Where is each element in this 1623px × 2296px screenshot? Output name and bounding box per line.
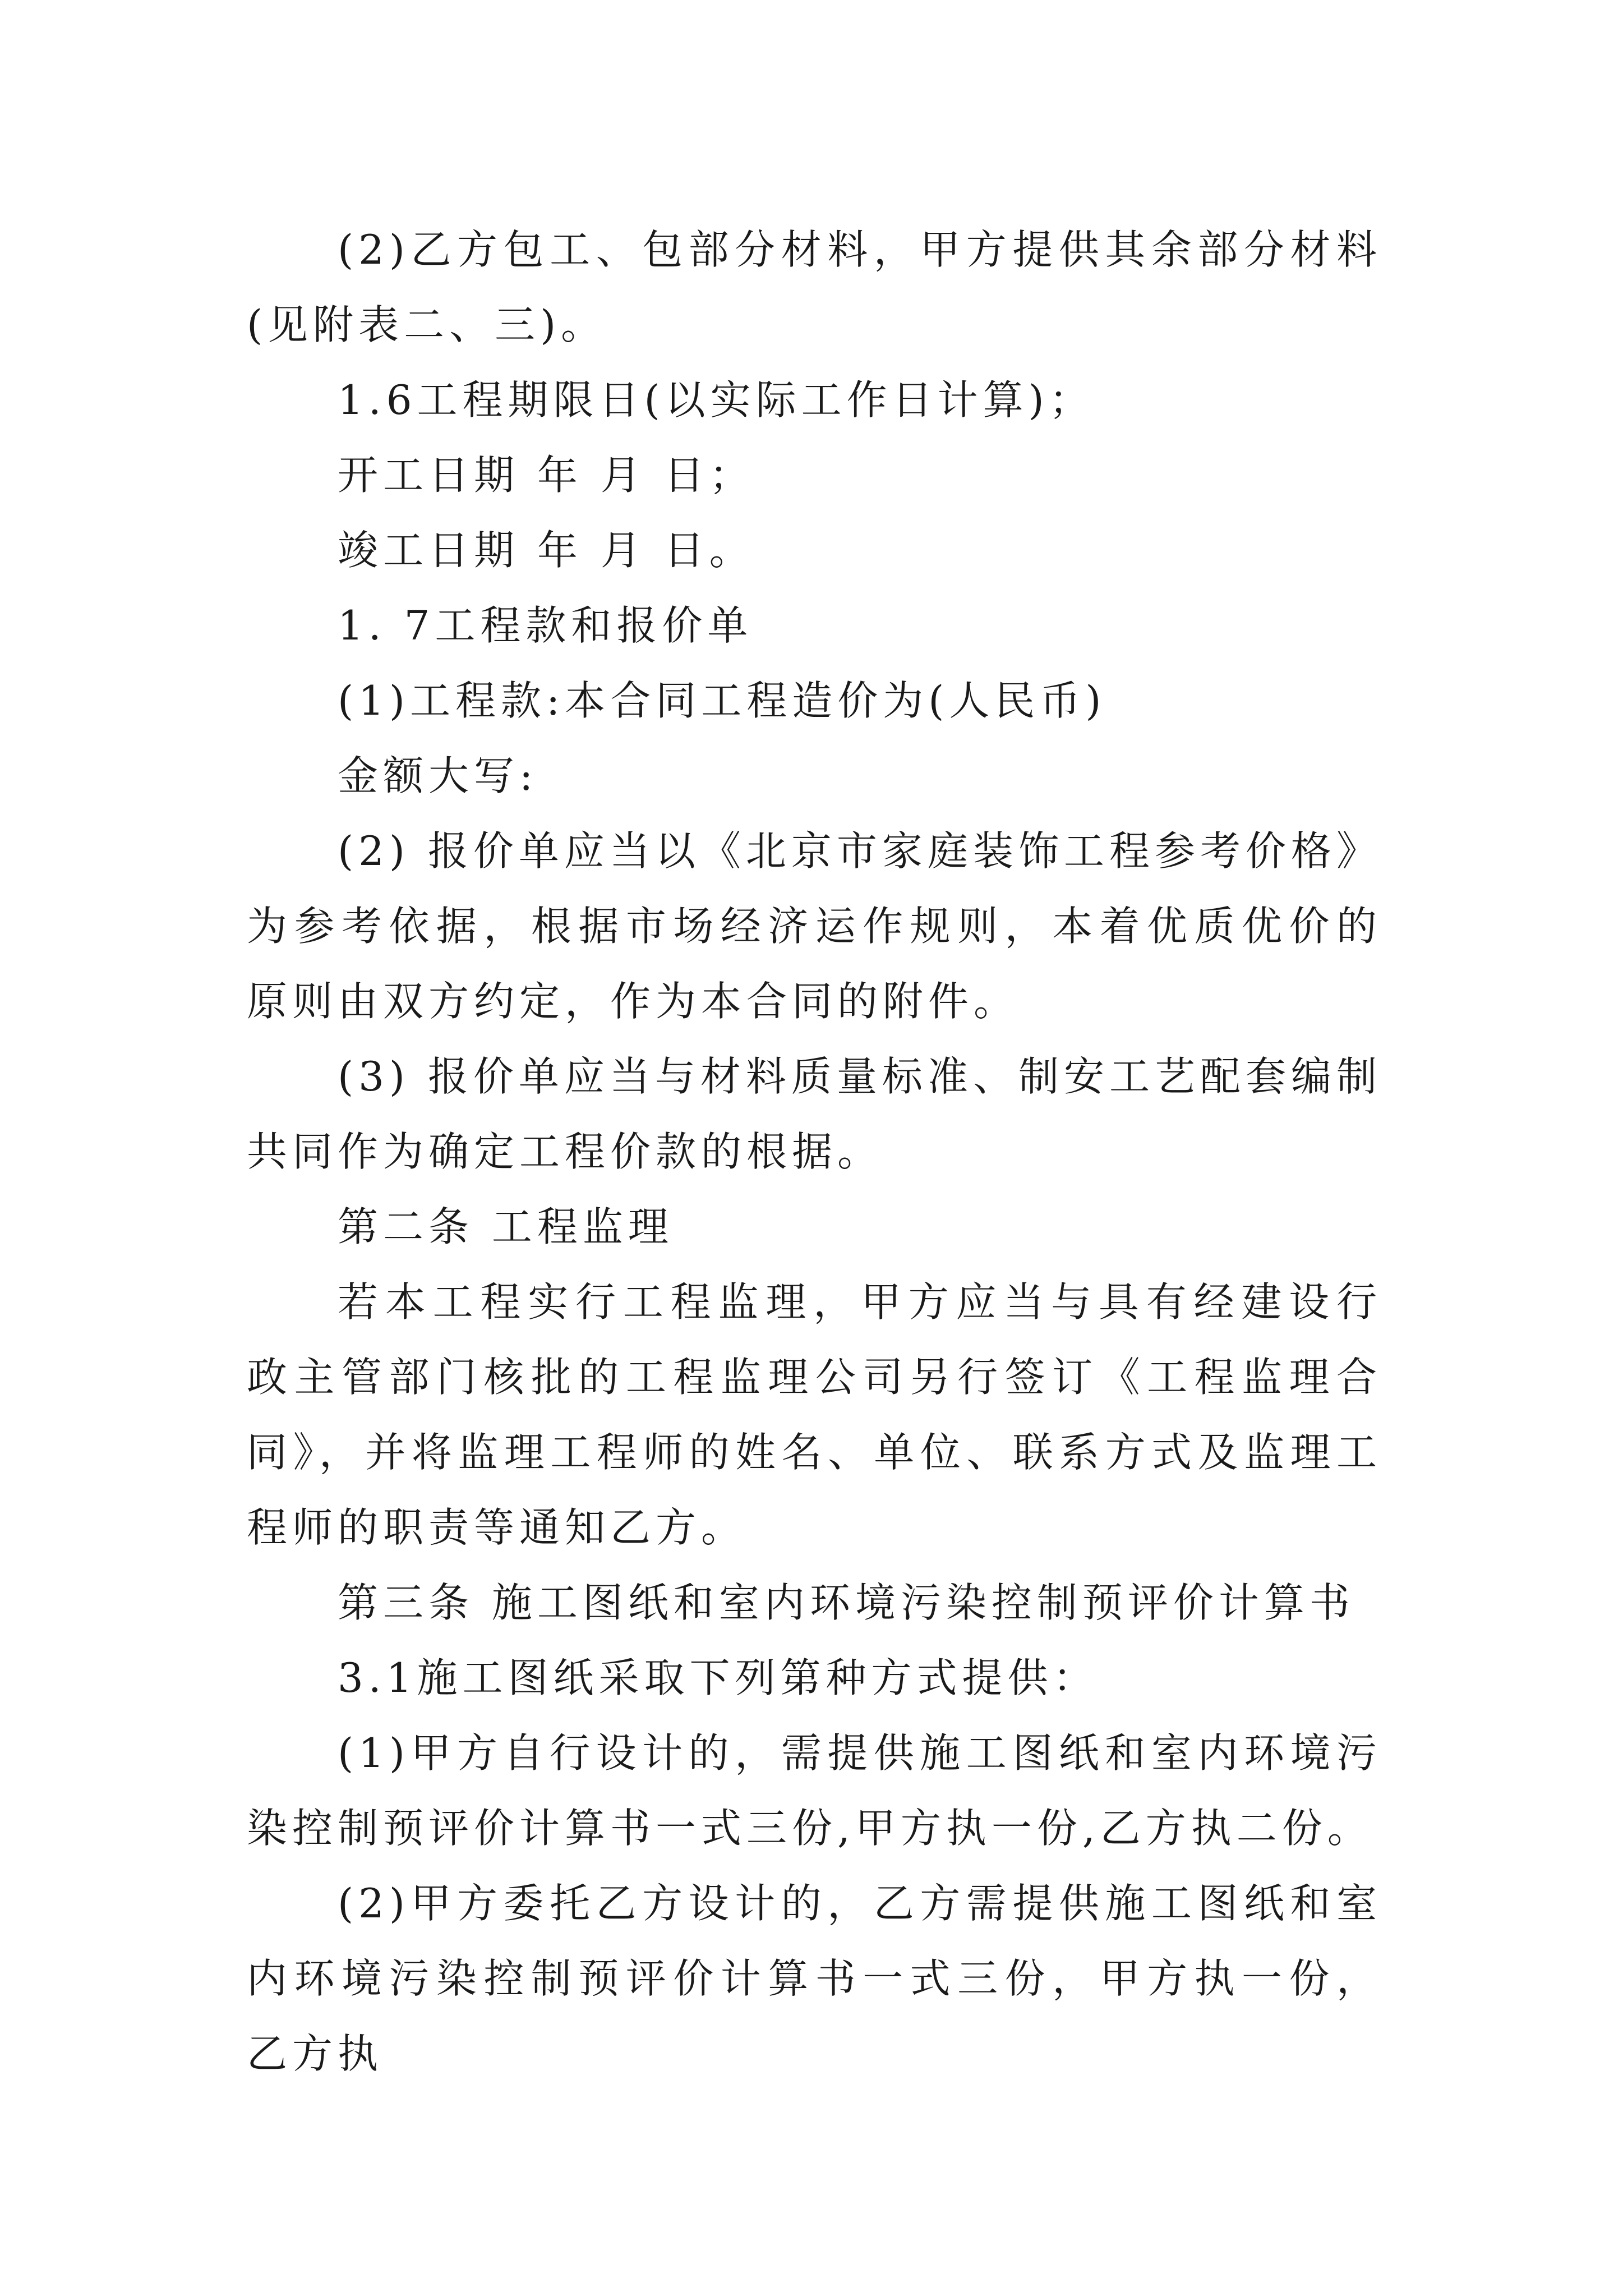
article-heading-supervision: 第二条 工程监理 xyxy=(338,1203,674,1250)
article-heading-drawings: 第三条 施工图纸和室内环境污染控制预评价计算书 xyxy=(338,1579,1355,1626)
paragraph-owner-design: (1)甲方自行设计的，需提供施工图纸和室内环境污染控制预评价计算书一式三份,甲方执一份,乙方执二份。 xyxy=(247,1729,1382,1852)
paragraph-amount-words: 金额大写: xyxy=(338,752,538,799)
section-heading-payment: 1. 7工程款和报价单 xyxy=(338,602,753,649)
paragraph-project-period: 1.6工程期限日(以实际工作日计算)； xyxy=(338,376,1095,424)
paragraph-completion-date: 竣工日期 年 月 日。 xyxy=(338,527,755,574)
paragraph-contractor-design: (2)甲方委托乙方设计的，乙方需提供施工图纸和室内环境污染控制预评价计算书一式三份，甲方执一份，乙方执 xyxy=(247,1880,1382,2077)
paragraph-materials: (2)乙方包工、包部分材料，甲方提供其余部分材料(见附表二、三)。 xyxy=(247,226,1382,348)
document-body xyxy=(247,212,1382,2091)
paragraph-supervision: 若本工程实行工程监理，甲方应当与具有经建设行政主管部门核批的工程监理公司另行签订《工程监理合同》，并将监理工程师的姓名、单位、联系方式及监理工程师的职责等通知乙方。 xyxy=(247,1278,1382,1551)
paragraph-quotation-standards: (3) 报价单应当与材料质量标准、制安工艺配套编制共同作为确定工程价款的根据。 xyxy=(247,1053,1382,1175)
paragraph-drawings-method: 3.1施工图纸采取下列第种方式提供： xyxy=(338,1654,1099,1701)
paragraph-start-date: 开工日期 年 月 日； xyxy=(338,452,755,499)
paragraph-quotation-basis: (2) 报价单应当以《北京市家庭装饰工程参考价格》为参考依据，根据市场经济运作规则，本着优质优价的原则由双方约定，作为本合同的附件。 xyxy=(247,827,1382,1025)
paragraph-project-cost: (1)工程款:本合同工程造价为(人民币) xyxy=(338,677,1106,724)
